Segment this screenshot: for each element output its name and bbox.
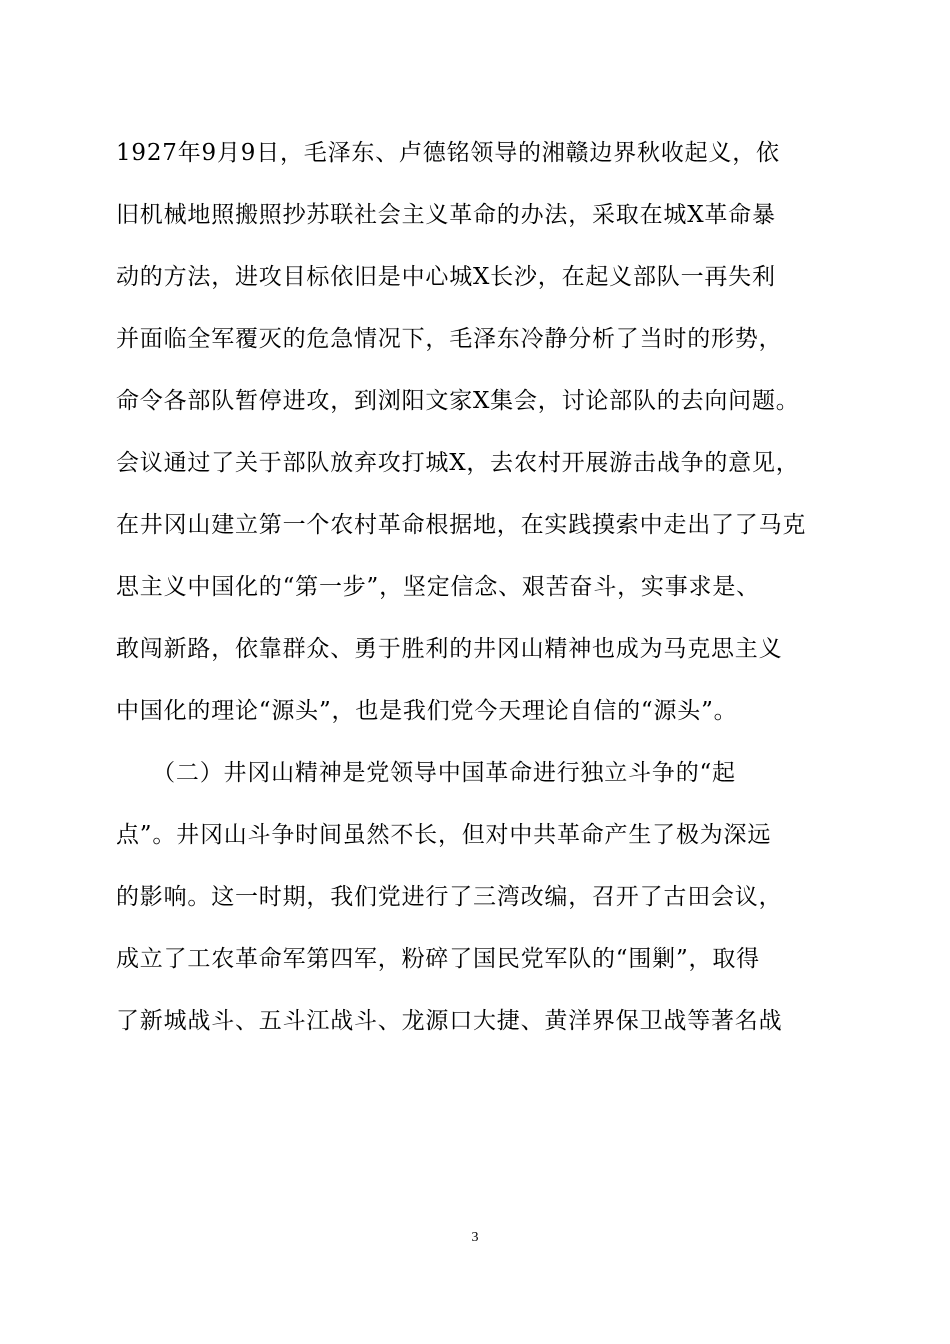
text-line-6: 会议通过了关于部队放弃攻打城X，去农村开展游击战争的意见，	[116, 450, 800, 476]
text-line-4: 并面临全军覆灭的危急情况下，毛泽东冷静分析了当时的形势，	[116, 326, 783, 352]
text-line-7: 在井冈山建立第一个农村革命根据地，在实践摸索中走出了了马克	[116, 512, 807, 538]
text-line-14: 成立了工农革命军第四军，粉碎了国民党军队的“围剿”，取得	[116, 946, 760, 972]
body-text	[116, 122, 856, 1052]
text-line-1: 1927年9月9日，毛泽东、卢德铭领导的湘赣边界秋收起义，依	[116, 140, 780, 166]
text-line-10: 中国化的理论“源头”，也是我们党今天理论自信的“源头”。	[116, 698, 738, 724]
text-line-9: 敢闯新路，依靠群众、勇于胜利的井冈山精神也成为马克思主义	[116, 636, 783, 662]
text-line-11: （二）井冈山精神是党领导中国革命进行独立斗争的“起	[116, 760, 736, 786]
text-line-3: 动的方法，进攻目标依旧是中心城X长沙，在起义部队一再失利	[116, 264, 776, 290]
text-line-13: 的影响。这一时期，我们党进行了三湾改编，召开了古田会议，	[116, 884, 783, 910]
text-line-15: 了新城战斗、五斗江战斗、龙源口大捷、黄洋界保卫战等著名战	[116, 1008, 783, 1034]
text-line-8: 思主义中国化的“第一步”，坚定信念、艰苦奋斗，实事求是、	[116, 574, 760, 600]
text-line-5: 命令各部队暂停进攻，到浏阳文家X集会，讨论部队的去向问题。	[116, 388, 800, 414]
page-number: 3	[471, 1230, 479, 1245]
text-line-12: 点”。井冈山斗争时间虽然不长，但对中共革命产生了极为深远	[116, 822, 772, 848]
text-line-2: 旧机械地照搬照抄苏联社会主义革命的办法，采取在城X革命暴	[116, 202, 776, 228]
